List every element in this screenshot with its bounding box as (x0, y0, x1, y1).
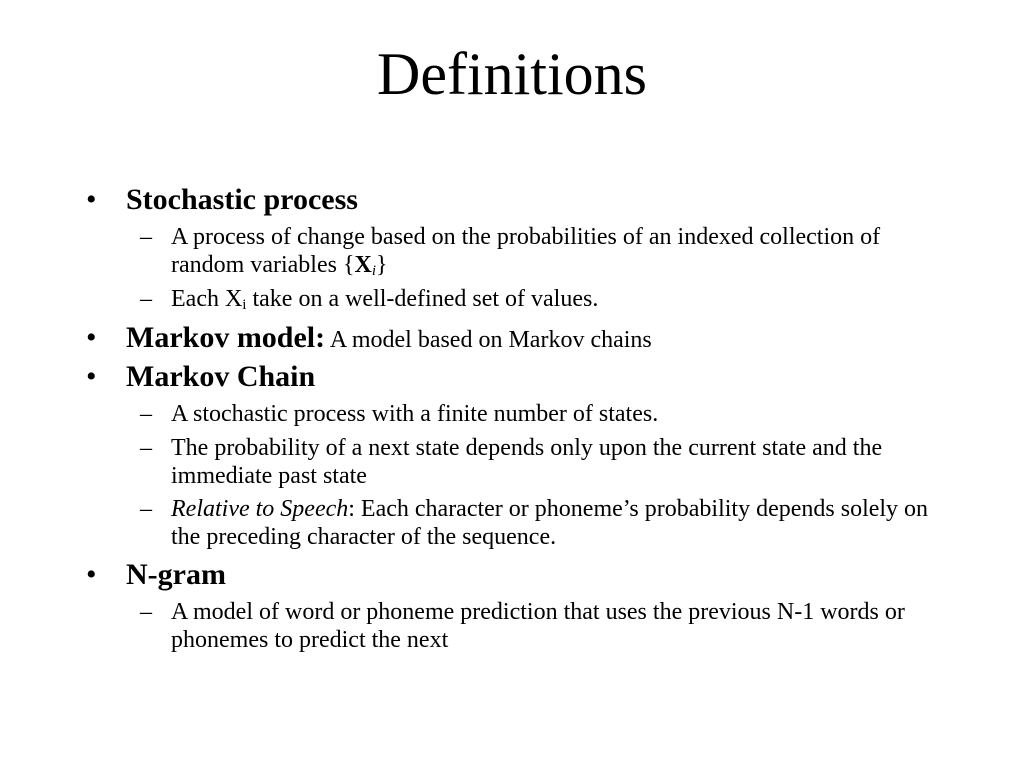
sub-item-text: The probability of a next state depends only upon the current state and the immediate past state (171, 435, 883, 489)
sub-item-text: Each $X_i$ take on a well-defined set of values. (171, 286, 599, 313)
dash-marker: – (140, 599, 152, 625)
bullet-marker: • (86, 321, 97, 354)
sub-item (140, 285, 940, 313)
slide-title: Definitions (377, 41, 647, 107)
sub-item-text: A model of word or phoneme prediction that uses the previous N-1 words or phonemes to predict the next (171, 599, 905, 653)
bullet-n-gram (86, 557, 226, 593)
bullet-heading: N-gram (126, 558, 226, 591)
bullet-heading: Stochastic process (126, 183, 358, 216)
variable-x: X (354, 252, 372, 278)
bullet-marker: • (86, 183, 97, 216)
index-i: i (242, 297, 247, 313)
sub-item (140, 598, 940, 654)
bullet-stochastic-process (86, 182, 358, 218)
bullet-marker: • (86, 360, 97, 393)
bullet-marker: • (86, 558, 97, 591)
index-i: i (371, 263, 376, 279)
sub-item (140, 223, 940, 279)
dash-marker: – (140, 496, 152, 522)
sub-item (140, 495, 940, 551)
italic-lead: Relative to Speech (171, 496, 349, 522)
sub-item-text: A process of change based on the probabilities of an indexed collection of random variables $\{X_i\}$ (171, 224, 881, 279)
sub-item (140, 434, 940, 490)
bullet-heading: Markov model: (126, 321, 326, 354)
dash-marker: – (140, 286, 152, 312)
sub-item-text: Relative to Speech: Each character or phoneme’s probability depends solely on the preceding character of the sequence. (171, 496, 929, 550)
sub-item-text: A stochastic process with a finite number of states. (171, 401, 659, 427)
bullet-markov-model (86, 320, 652, 358)
dash-marker: – (140, 435, 152, 461)
dash-marker: – (140, 224, 152, 250)
sub-item (140, 400, 940, 428)
bullet-markov-chain (86, 359, 315, 395)
bullet-heading: Markov Chain (126, 360, 316, 393)
dash-marker: – (140, 401, 152, 427)
bullet-description: A model based on Markov chains (325, 327, 652, 353)
